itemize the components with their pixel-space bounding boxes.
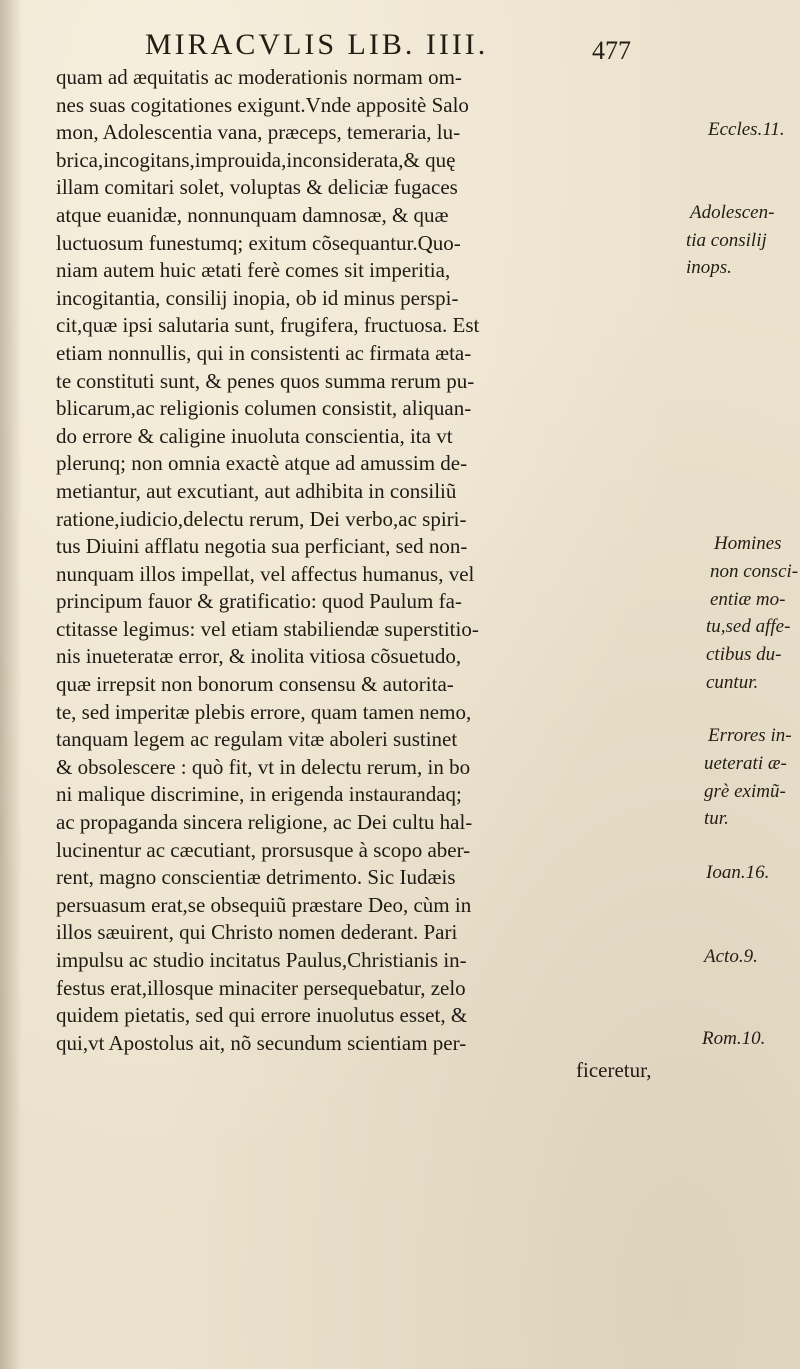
text-line: niam autem huic ætati ferè comes sit imperitia, [56,258,451,283]
text-line: illos sæuirent, qui Christo nomen dederant. Pari [56,920,458,945]
text-line: nunquam illos impellat, vel affectus humanus, vel [56,561,475,586]
margin-note-homines: Homines [714,533,782,554]
text-line: blicarum,ac religionis columen consistit, aliquan- [56,396,472,421]
page-number: 477 [592,36,631,65]
text-line: ctitasse legimus: vel etiam stabiliendæ superstitio- [56,616,479,641]
margin-note-adolescentia: tia consilij [686,230,767,251]
text-line: tanquam legem ac regulam vitæ aboleri sustinet [56,727,458,752]
text-line: incogitantia, consilij inopia, ob id minus perspi- [56,285,459,310]
text-line: tus Diuini afflatu negotia sua perficiant, sed non- [56,534,468,559]
text-line: quæ irrepsit non bonorum consensu & autorita- [56,672,454,697]
text-line: do errore & caligine inuoluta conscientia, ita vt [56,423,453,448]
margin-note-acto: Acto.9. [704,946,758,967]
running-title: MIRACVLIS LIB. IIII. [145,28,489,61]
body-text [56,64,696,1085]
text-line: metiantur, aut excutiant, aut adhibita in consiliũ [56,478,457,503]
text-line: illam comitari solet, voluptas & deliciæ fugaces [56,175,458,200]
text-line: plerunq; non omnia exactè atque ad amussim de- [56,451,468,476]
text-line: persuasum erat,se obsequiũ præstare Deo, cùm in [56,892,472,917]
text-line: festus erat,illosque minaciter persequebatur, zelo [56,975,466,1000]
text-line: etiam nonnullis, qui in consistenti ac firmata æta- [56,340,472,365]
text-line: quam ad æquitatis ac moderationis normam om- [56,65,462,89]
catchword: ficeretur, [576,1058,652,1083]
margin-note-errores: ueterati æ- [704,753,787,774]
text-line: mon, Adolescentia vana, præceps, temeraria, lu- [56,120,461,145]
text-line: principum fauor & gratificatio: quod Paulum fa- [56,589,462,614]
text-line: lucinentur ac cæcutiant, prorsusque à scopo aber- [56,837,471,862]
margin-note-adolescentia: inops. [686,257,732,278]
text-line: te constituti sunt, & penes quos summa rerum pu- [56,368,475,393]
text-line: te, sed imperitæ plebis errore, quam tamen nemo, [56,699,472,724]
margin-note-homines: ctibus du- [706,644,782,665]
margin-note-ioan: Ioan.16. [706,862,770,883]
text-line: atque euanidæ, nonnunquam damnosæ, & quæ [56,202,449,227]
text-line: brica,incogitans,improuida,inconsiderata,& quę [56,147,456,172]
text-line: luctuosum funestumq; exitum cõsequantur.Quo- [56,230,461,255]
margin-note-errores: grè eximũ- [704,781,786,802]
text-line: impulsu ac studio incitatus Paulus,Christianis in- [56,948,467,972]
text-line: rent, magno conscientiæ detrimento. Sic Iudæis [56,865,456,890]
margin-note-homines: tu,sed affe- [706,616,791,637]
text-line: & obsolescere : quò fit, vt in delectu rerum, in bo [56,754,471,779]
margin-note-adolescentia: Adolescen- [690,202,775,223]
text-line: cit,quæ ipsi salutaria sunt, frugifera, fructuosa. Est [56,313,480,338]
margin-note-homines: entiæ mo- [710,589,786,610]
text-line: quidem pietatis, sed qui errore inuolutus esset, & [56,1003,468,1028]
text-line: qui,vt Apostolus ait, nõ secundum scientiam per- [56,1030,467,1055]
margin-note-errores: Errores in- [708,725,792,746]
text-line: ac propaganda sincera religione, ac Dei cultu hal- [56,810,473,835]
margin-note-rom: Rom.10. [702,1028,766,1049]
margin-note-errores: tur. [704,808,729,829]
text-line: ni malique discrimine, in erigenda instaurandaq; [56,782,462,807]
text-line: nis inueteratæ error, & inolita vitiosa cõsuetudo, [56,644,462,669]
page-header [145,28,745,68]
text-line: ratione,iudicio,delectu rerum, Dei verbo,ac spiri- [56,506,467,531]
margin-note-homines: cuntur. [706,672,759,693]
text-line: nes suas cogitationes exigunt.Vnde appositè Salo [56,92,469,117]
margin-note-eccles: Eccles.11. [708,119,785,140]
margin-note-homines: non consci- [710,561,799,582]
binding-shadow [0,0,22,1369]
